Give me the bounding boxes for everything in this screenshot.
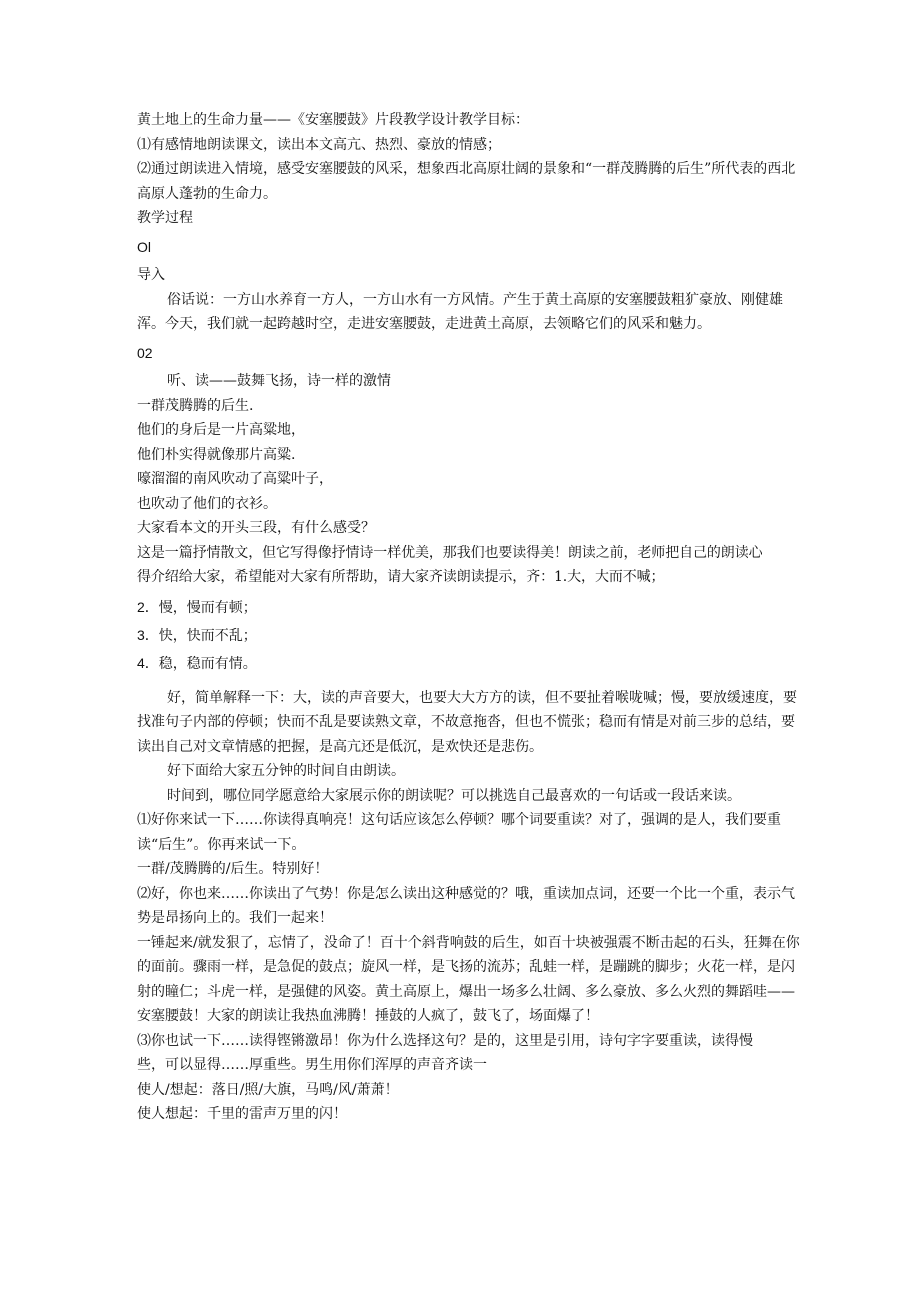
practice-3-line-2: 使人想起：千里的雷声万里的闪！ [137,1106,347,1122]
section-2-number: 02 [137,344,153,361]
poem-line: 嚎溜溜的南风吹动了高粱叶子， [137,471,333,487]
section-2-title: 听、读——鼓舞飞扬，诗一样的激情 [167,373,391,389]
tip-item [137,594,805,622]
free-read: 好下面给大家五分钟的时间自由朗读。 [167,763,405,779]
tip-text: ．快，快而不乱； [144,627,257,644]
time-up: 时间到，哪位同学愿意给大家展示你的朗读呢？可以挑选自己最喜欢的一句话或一段话来读。 [167,787,741,804]
process-heading: 教学过程 [137,210,193,226]
section-1-title: 导入 [137,267,165,283]
tip-item [137,650,805,678]
goal-2: ⑵通过朗读进入情境，感受安塞腰鼓的风采，想象西北高原壮阔的景象和“一群茂腾腾的后生”所代表的西北高原人蓬勃的生命力。 [137,161,796,202]
poem-line: 也吹动了他们的衣衫。 [137,495,277,512]
document-page [137,108,805,1127]
practice-3: ⑶你也试一下……读得铿锵激昂！你为什么选择这句？是的，这里是引用，诗句字字要重读，读得慢些，可以显得……厚重些。男生用你们浑厚的声音齐读一 [137,1032,753,1073]
intro-paragraph: 俗话说：一方山水养育一方人，一方山水有一方风情。产生于黄土高原的安塞腰鼓粗犷豪放、刚健雄浑。今天，我们就一起跨越时空，走进安塞腰鼓，走进黄土高原，去领略它们的风采和魅力。 [137,291,783,332]
document-title: 黄土地上的生命力量——《安塞腰鼓》片段教学设计教学目标： [137,112,529,128]
tip-number: 4 [137,654,145,671]
poem-line: 一群茂腾腾的后生. [137,397,254,414]
tips-list [137,594,805,678]
tip-item [137,622,805,650]
poem-line: 他们的身后是一片高粱地， [137,422,305,438]
tips-intro: 这是一篇抒情散文，但它写得像抒情诗一样优美，那我们也要读得美！朗读之前，老师把自己的朗读心得介绍给大家，希望能对大家有所帮助，请大家齐读朗读提示，齐：1.大，大而不喊； [137,544,763,585]
practice-1: ⑴好你来试一下……你读得真响亮！这句话应该怎么停顿？哪个词要重读？对了，强调的是人，我们要重读“后生”。你再来试一下。 [137,812,781,853]
poem-line: 他们朴实得就像那片高粱. [137,446,296,463]
section-1-number: Ol [137,238,151,255]
question: 大家看本文的开头三段，有什么感受？ [137,520,375,536]
tip-number: 3 [137,626,145,643]
practice-2: ⑵好，你也来……你读出了气势！你是怎么读出这种感觉的？哦，重读加点词，还要一个比一个重，表示气势是昂扬向上的。我们一起来！ [137,885,795,926]
practice-3-line-1: 使人/想起：落日/照/大旗，马鸣/风/萧萧！ [137,1081,399,1098]
tip-number: 2 [137,598,145,615]
explain-paragraph: 好，简单解释一下：大，读的声音要大，也要大大方方的读，但不要扯着喉咙喊；慢，要放缓速度，要找准句子内部的停顿；快而不乱是要读熟文章，不故意拖沓，但也不慌张；稳而有情是对前三步的总结，要读出自己对文章情感的把握，是高亢还是低沉，是欢快还是悲伤。 [137,689,797,755]
tip-text: ．慢，慢而有顿； [144,599,257,616]
practice-1-line: 一群/茂腾腾的/后生。特别好！ [137,861,329,877]
practice-2-paragraph: 一锤起来/就发狠了，忘情了，没命了！百十个斜背响鼓的后生，如百十块被强震不断击起的石头，狂舞在你的面前。骤雨一样，是急促的鼓点；旋风一样，是飞扬的流苏；乱蛙一样，是蹦跳的脚步；火花一样，是闪射的瞳仁；斗虎一样，是强健的风姿。黄土高原上，爆出一场多么壮阔、多么豪放、多么火烈的舞蹈哇——安塞腰鼓！大家的朗读让我热血沸腾！捶鼓的人疯了，鼓飞了，场面爆了！ [137,934,800,1024]
tip-text: ．稳，稳而有情。 [144,655,257,672]
goal-1: ⑴有感情地朗读课文，读出本文高亢、热烈、豪放的情感； [137,136,501,153]
